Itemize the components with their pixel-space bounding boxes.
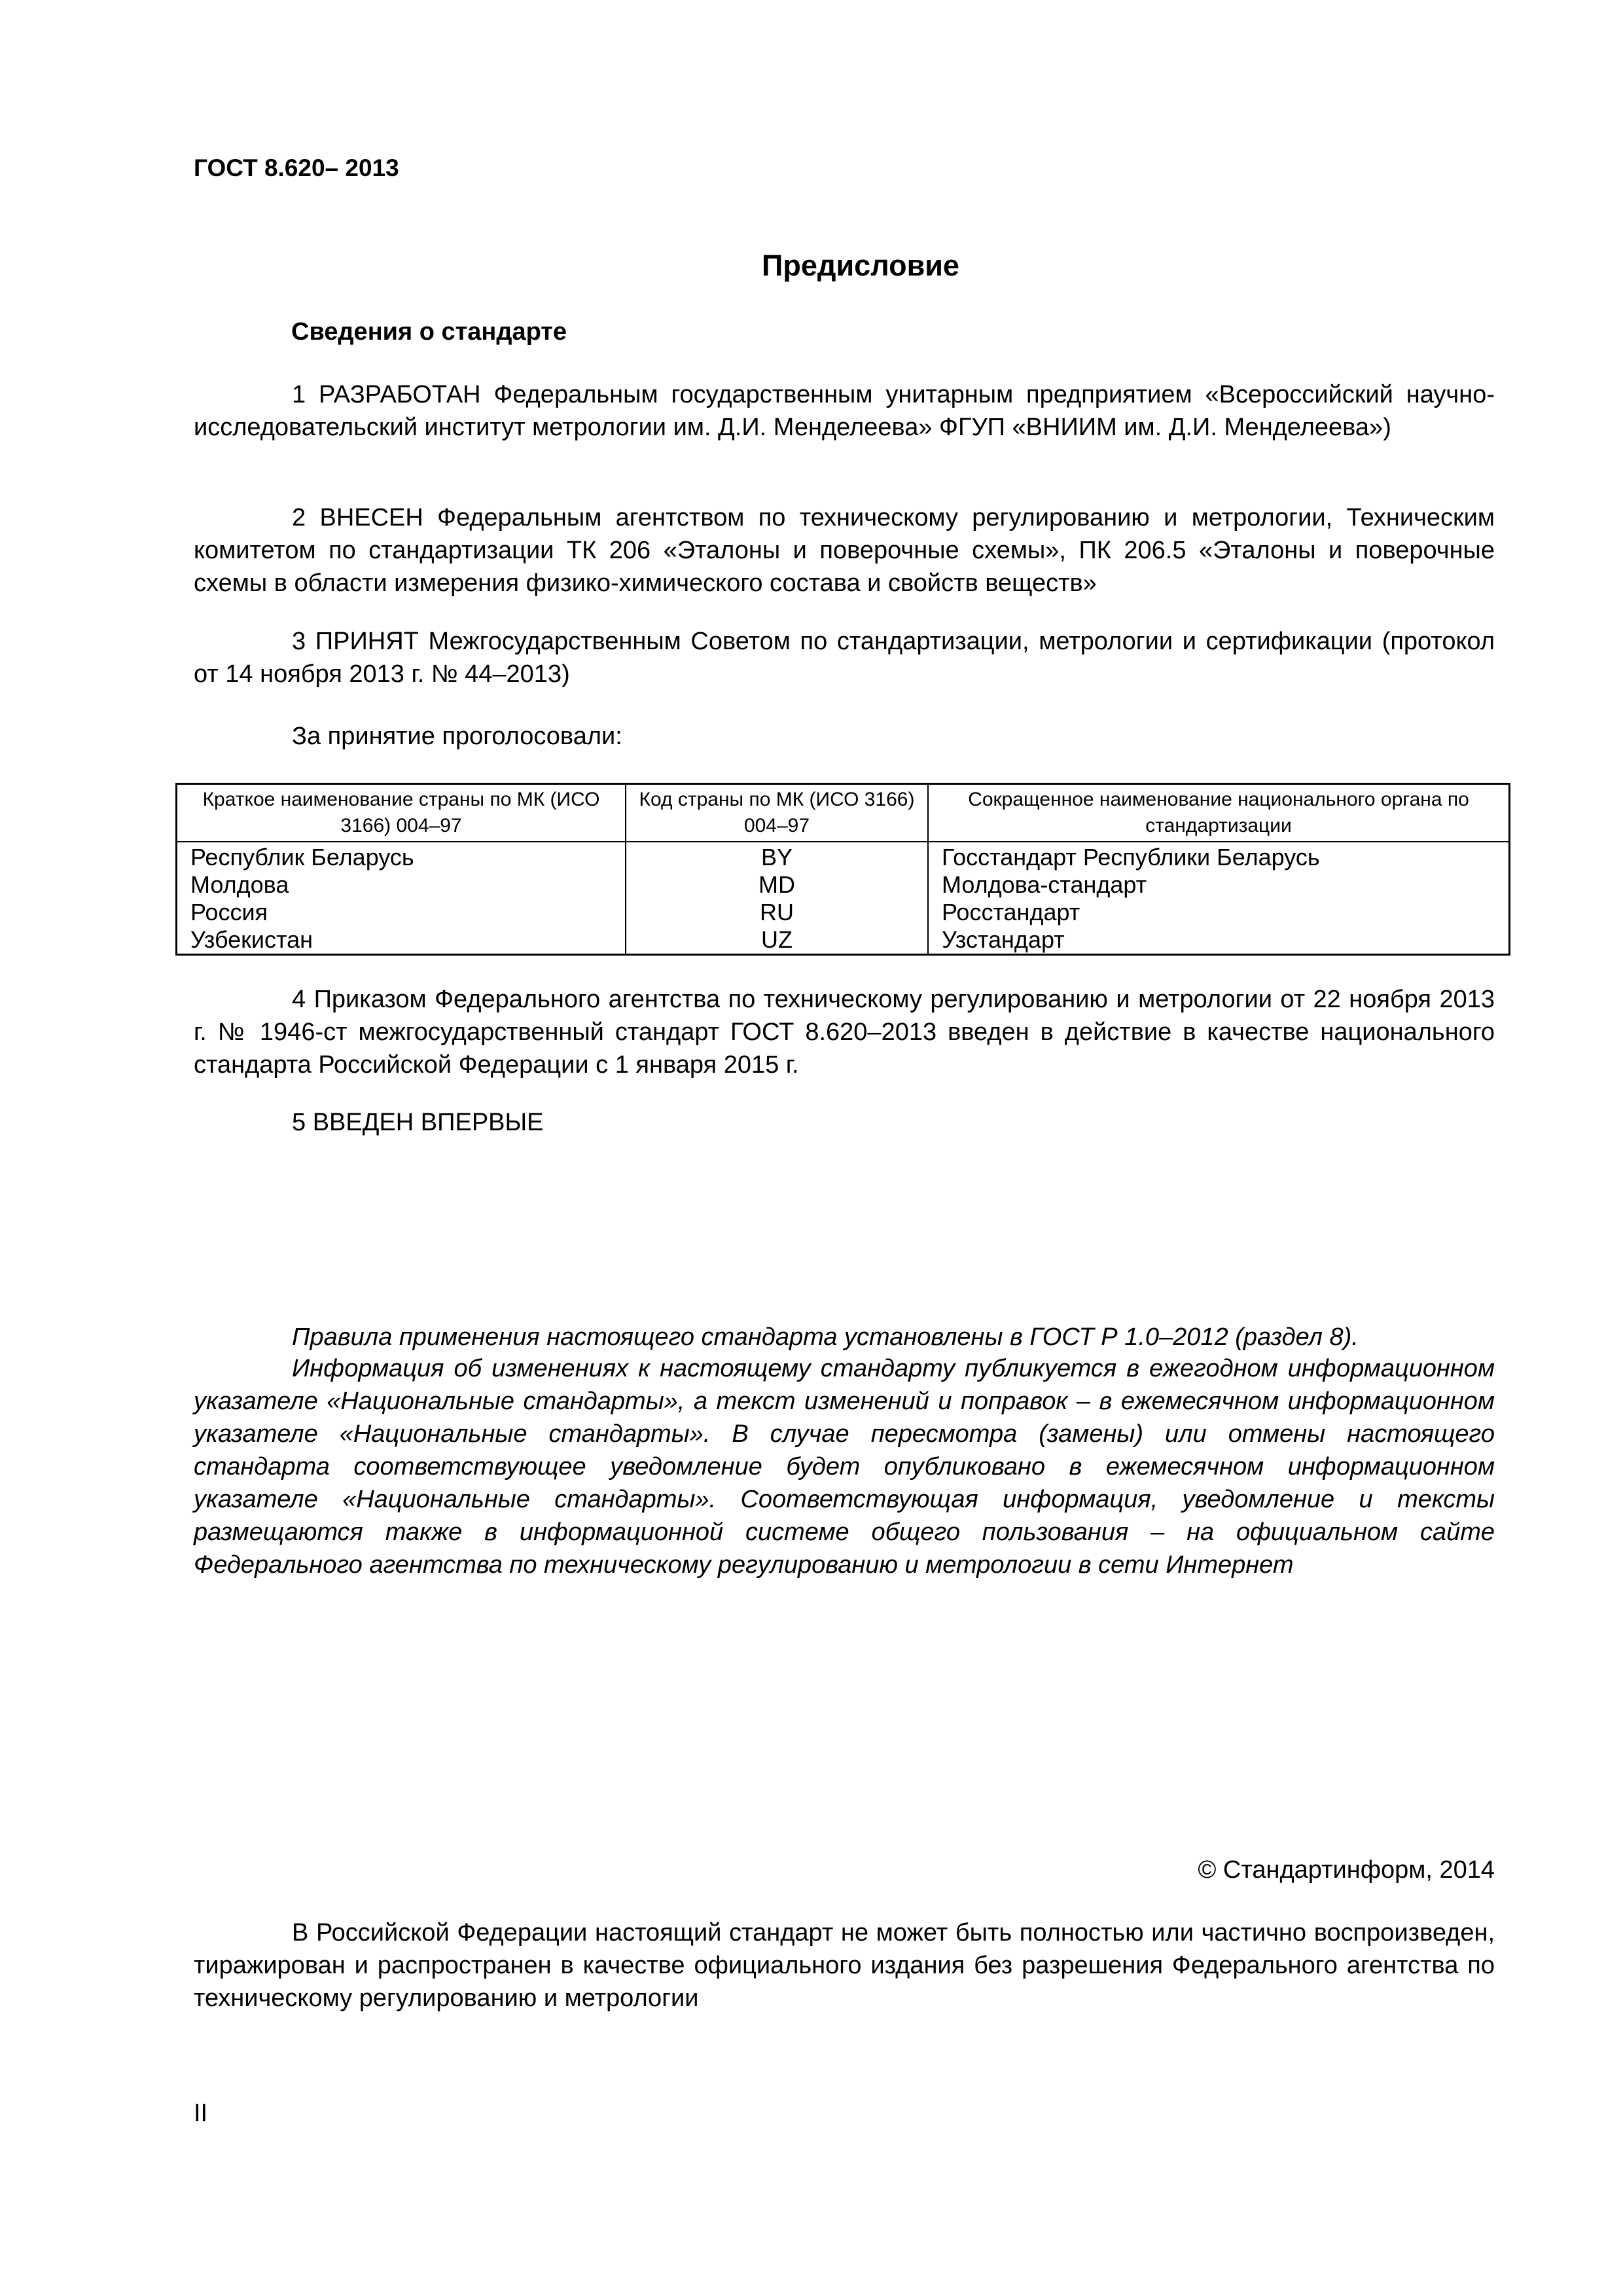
item-order: 4 Приказом Федерального агентства по техническому регулированию и метрологии от 22 ноября 2013 г. № 1946-ст межгосударственный стандарт ГОСТ 8.620–2013 введен в действие в качестве национального стандарта Российской Федерации с 1 января 2015 г.	[194, 986, 1495, 1079]
page-number: II	[194, 2100, 208, 2127]
copyright: © Стандартинформ, 2014	[1198, 1856, 1495, 1884]
column-header-body: Сокращенное наименование национального органа по стандартизации	[928, 784, 1510, 842]
country-cell: Узбекистан	[177, 926, 626, 955]
code-cell: RU	[626, 899, 928, 926]
body-cell: Молдова-стандарт	[928, 871, 1510, 899]
item-introduced: 5 ВВЕДЕН ВПЕРВЫЕ	[292, 1109, 544, 1136]
column-header-code: Код страны по МК (ИСО 3166) 004–97	[626, 784, 928, 842]
column-header-country: Краткое наименование страны по МК (ИСО 3166) 004–97	[177, 784, 626, 842]
item-submitted: 2 ВНЕСЕН Федеральным агентством по техническому регулированию и метрологии, Техническим комитетом по стандартизации ТК 206 «Эталоны и поверочные схемы», ПК 206.5 «Эталоны и поверочные схемы в области измерения физико-химического состава и свойств веществ»	[194, 504, 1495, 597]
page-title: Предисловие	[762, 249, 959, 282]
table-row	[177, 926, 1510, 955]
body-cell: Росстандарт	[928, 899, 1510, 926]
table-row	[177, 871, 1510, 899]
voting-countries-table	[175, 783, 1510, 956]
code-cell: BY	[626, 842, 928, 871]
item-adopted: 3 ПРИНЯТ Межгосударственным Советом по стандартизации, метрологии и сертификации (протокол от 14 ноября 2013 г. № 44–2013)	[194, 628, 1495, 688]
table-row	[177, 842, 1510, 871]
document-code: ГОСТ 8.620– 2013	[194, 154, 399, 181]
table-header-row	[177, 784, 1510, 842]
rights-notice: В Российской Федерации настоящий стандарт не может быть полностью или частично воспроизведен, тиражирован и распространен в качестве официального издания без разрешения Федерального агентства по техническому регулированию и метрологии	[194, 1919, 1495, 2012]
changes-info-note: Информация об изменениях к настоящему стандарту публикуется в ежегодном информационном указателе «Национальные стандарты», а текст изменений и поправок – в ежемесячном информационном указателе «Национальные стандарты». В случае пересмотра (замены) или отмены настоящего стандарта соответствующее уведомление будет опубликовано в ежемесячном информационном указателе «Национальные стандарты». Соответствующая информация, уведомление и тексты размещаются также в информационной системе общего пользования – на официальном сайте Федерального агентства по техническому регулированию и метрологии в сети Интернет	[194, 1355, 1495, 1579]
item-developed: 1 РАЗРАБОТАН Федеральным государственным унитарным предприятием «Всероссийский научно-исследовательский институт метрологии им. Д.И. Менделеева» ФГУП «ВНИИМ им. Д.И. Менделеева»)	[194, 381, 1495, 441]
country-cell: Молдова	[177, 871, 626, 899]
code-cell: MD	[626, 871, 928, 899]
country-cell: Россия	[177, 899, 626, 926]
body-cell: Госстандарт Республики Беларусь	[928, 842, 1510, 871]
table-row	[177, 899, 1510, 926]
rules-note: Правила применения настоящего стандарта установлены в ГОСТ Р 1.0–2012 (раздел 8).	[292, 1323, 1359, 1351]
section-subtitle: Сведения о стандарте	[291, 318, 567, 346]
country-cell: Республик Беларусь	[177, 842, 626, 871]
code-cell: UZ	[626, 926, 928, 955]
vote-caption: За принятие проголосовали:	[292, 723, 622, 750]
body-cell: Узстандарт	[928, 926, 1510, 955]
